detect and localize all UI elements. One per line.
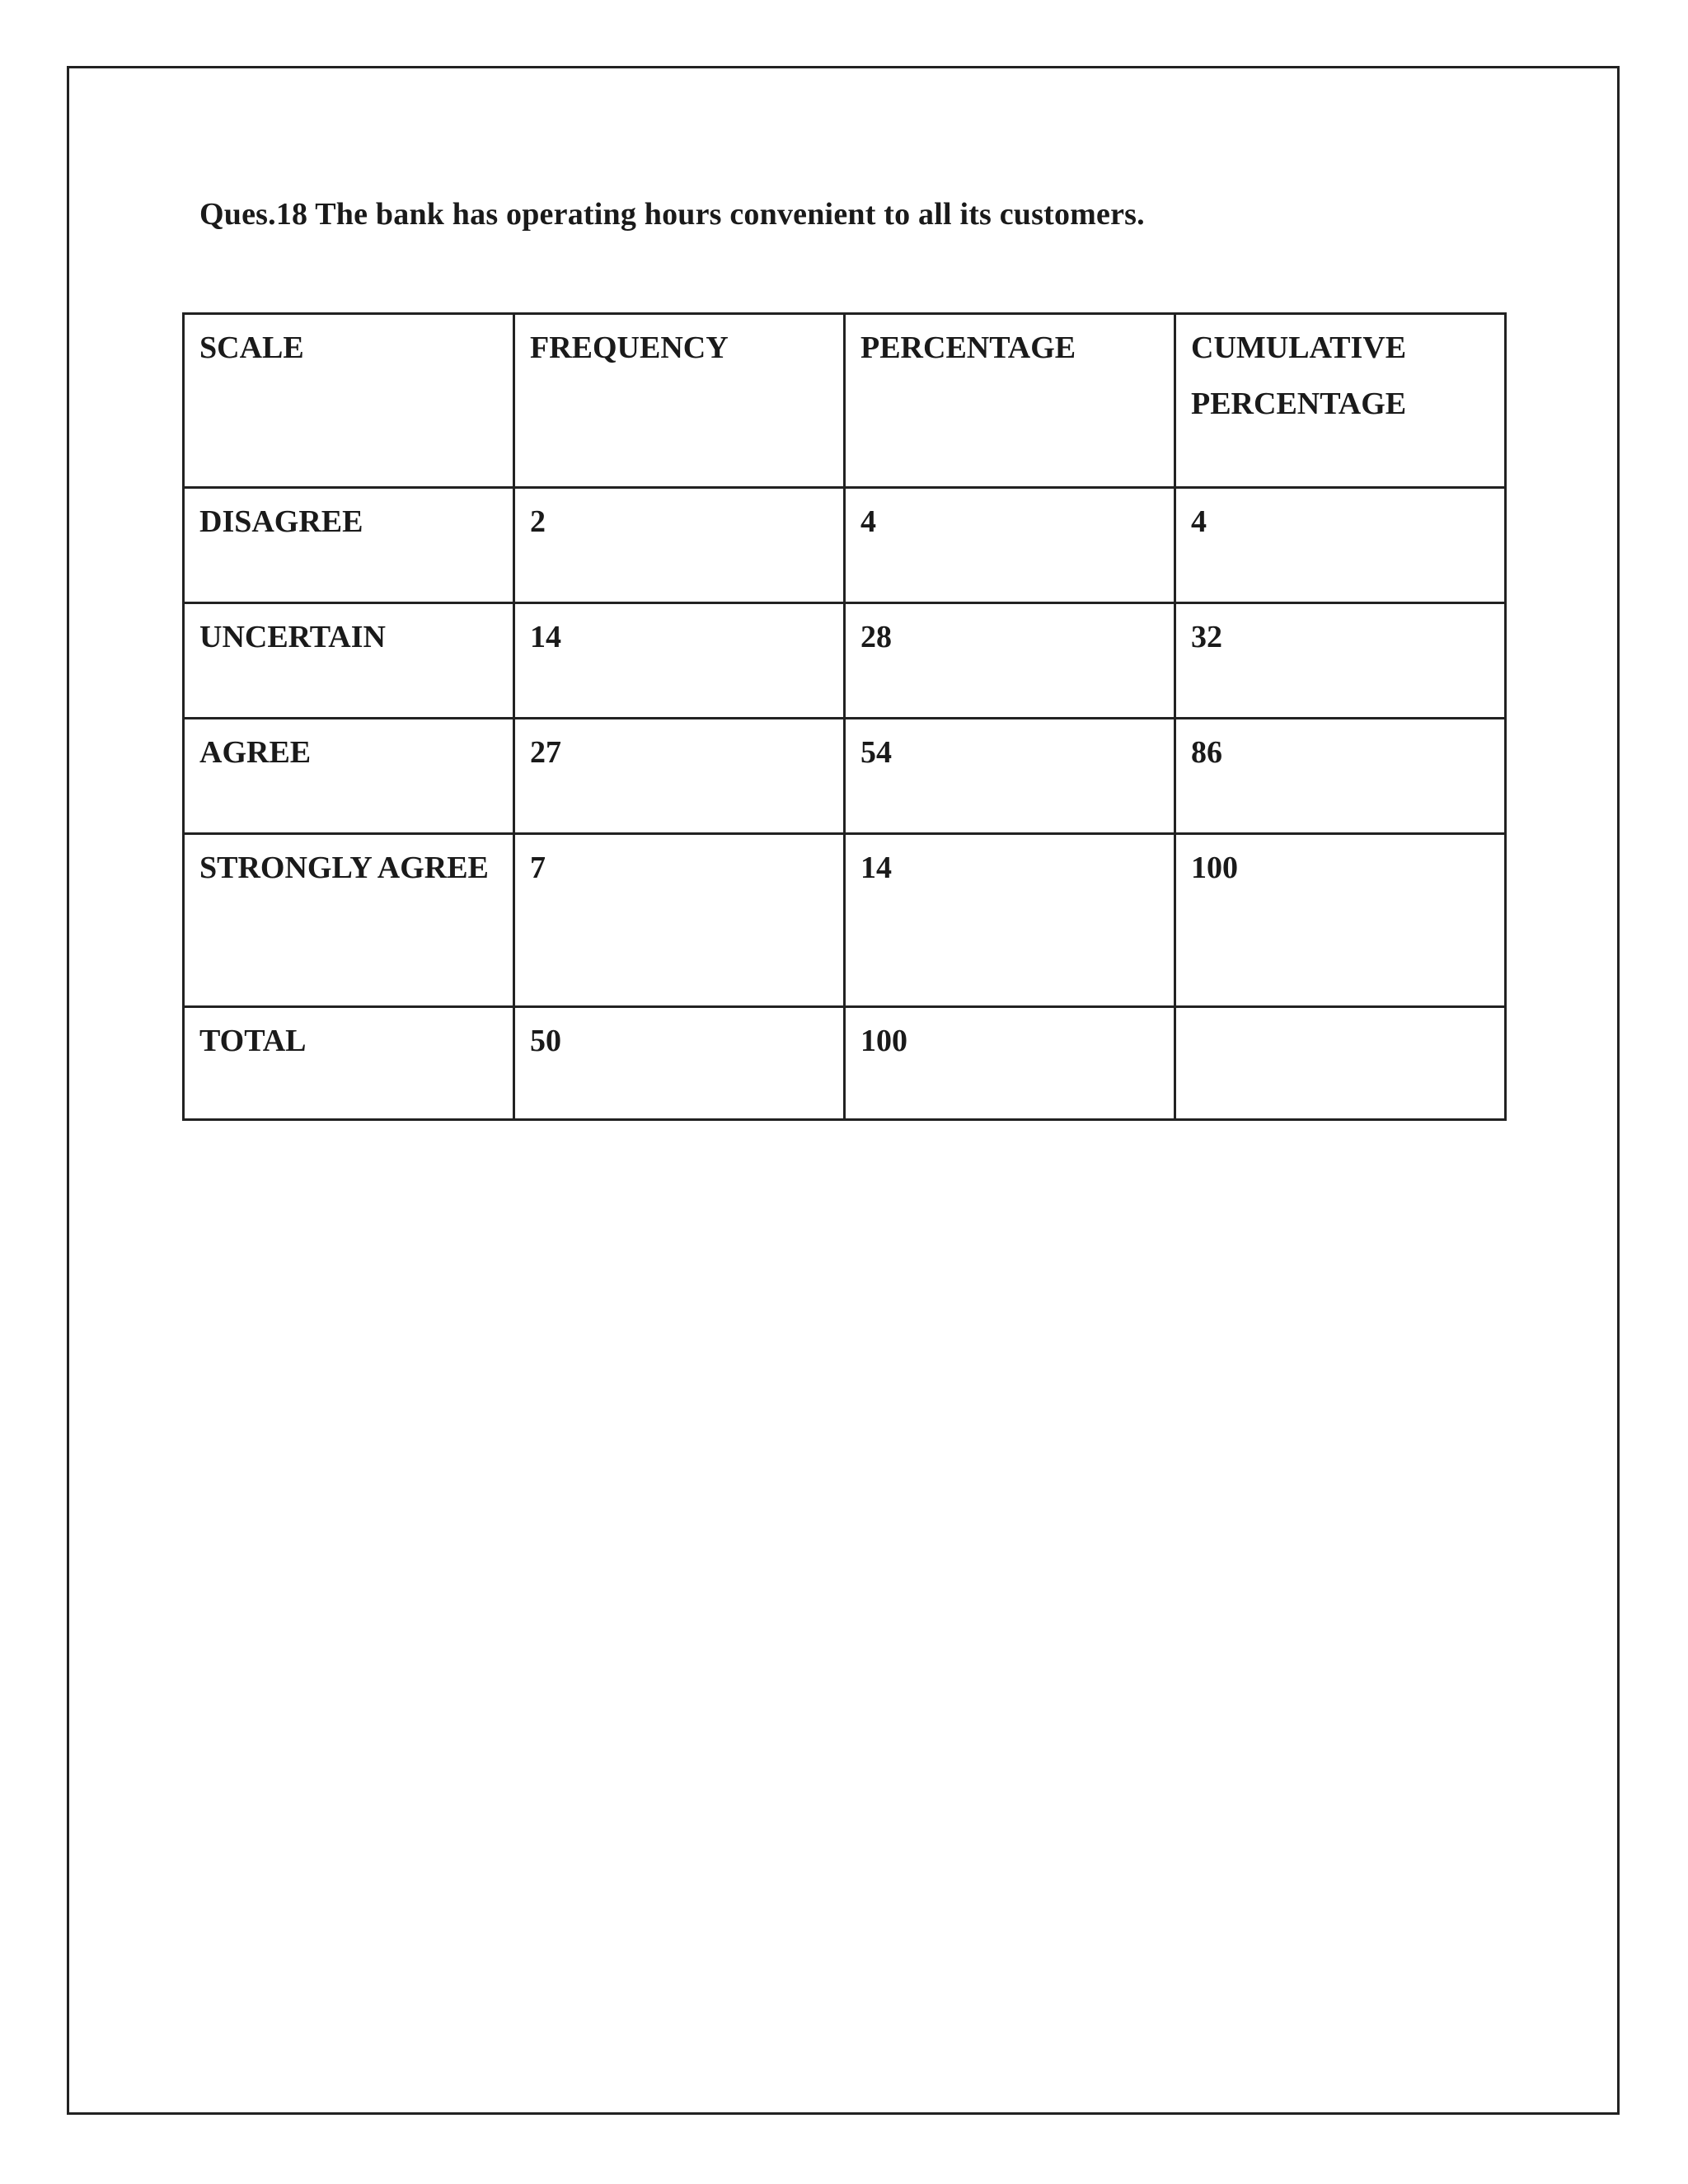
cell-cumulative [1175, 1007, 1506, 1120]
header-cell-cumulative-percentage: CUMULATIVE PERCENTAGE [1175, 314, 1506, 488]
header-cell-scale: SCALE [184, 314, 514, 488]
cell-frequency: 2 [514, 488, 845, 603]
cell-cumulative: 100 [1175, 834, 1506, 1007]
cell-frequency: 14 [514, 603, 845, 719]
cell-percentage: 54 [845, 719, 1175, 834]
table-header-row [184, 314, 1506, 488]
cell-percentage: 28 [845, 603, 1175, 719]
cell-percentage: 14 [845, 834, 1175, 1007]
header-cell-percentage: PERCENTAGE [845, 314, 1175, 488]
cell-cumulative: 4 [1175, 488, 1506, 603]
cell-percentage: 100 [845, 1007, 1175, 1120]
table-row [184, 488, 1506, 603]
cell-scale: TOTAL [184, 1007, 514, 1120]
table-row [184, 719, 1506, 834]
cell-scale: STRONGLY AGREE [184, 834, 514, 1007]
cell-scale: DISAGREE [184, 488, 514, 603]
cell-scale: AGREE [184, 719, 514, 834]
table-row [184, 603, 1506, 719]
cell-scale: UNCERTAIN [184, 603, 514, 719]
cell-percentage: 4 [845, 488, 1175, 603]
cell-cumulative: 32 [1175, 603, 1506, 719]
cell-frequency: 50 [514, 1007, 845, 1120]
question-heading: Ques.18 The bank has operating hours convenient to all its customers. [199, 197, 1145, 232]
table-total-row [184, 1007, 1506, 1120]
table-row [184, 834, 1506, 1007]
cell-frequency: 27 [514, 719, 845, 834]
cell-frequency: 7 [514, 834, 845, 1007]
header-cell-frequency: FREQUENCY [514, 314, 845, 488]
survey-table [182, 312, 1507, 1121]
cell-cumulative: 86 [1175, 719, 1506, 834]
